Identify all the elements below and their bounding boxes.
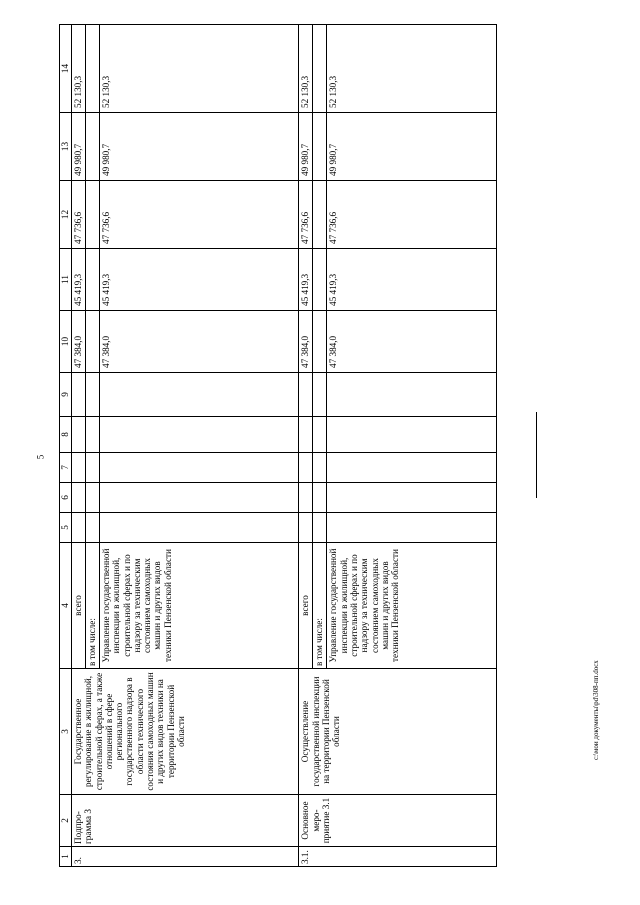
row-number: 3.1. [299, 847, 497, 867]
cell [86, 373, 100, 417]
cell [72, 483, 86, 513]
cell [299, 483, 313, 513]
cell [72, 453, 86, 483]
cell [86, 113, 100, 181]
cell [313, 373, 327, 417]
cell [327, 453, 497, 483]
amount-col11: 45 419,3 [327, 249, 497, 311]
program-name: Основное меро-приятие 3.1 [299, 795, 497, 847]
cell [86, 483, 100, 513]
cell [299, 513, 313, 543]
amount-col10: 47 384,0 [327, 311, 497, 373]
amount-col14: 52 130,3 [299, 25, 313, 113]
header-cell: 14 [60, 25, 72, 113]
amount-col12: 47 736,6 [100, 181, 299, 249]
cell [313, 181, 327, 249]
footer-file-path: c:\мои документы\pd\308-пп.docx [592, 660, 600, 760]
program-title: Государственное регулирование в жилищной, строительной сферах, а также отношений в сфере регионального государственного надзора в области технического состояния самоходных машин и других видов техники на территории Пензенской области [72, 669, 299, 795]
amount-col10: 47 384,0 [100, 311, 299, 373]
cell [86, 181, 100, 249]
cell [86, 417, 100, 453]
cell [100, 373, 299, 417]
cell [86, 453, 100, 483]
cell [299, 453, 313, 483]
cell [313, 113, 327, 181]
header-cell: 6 [60, 483, 72, 513]
header-row [60, 25, 72, 867]
header-cell: 1 [60, 847, 72, 867]
cell [72, 373, 86, 417]
cell [100, 483, 299, 513]
cell [86, 249, 100, 311]
page-number: 5 [35, 454, 46, 460]
amount-col14: 52 130,3 [327, 25, 497, 113]
cell [313, 311, 327, 373]
cell [100, 453, 299, 483]
cell [72, 513, 86, 543]
amount-col13: 49 980,7 [72, 113, 86, 181]
cell [299, 373, 313, 417]
program-name: Подпро-грамма 3 [72, 795, 299, 847]
amount-col13: 49 980,7 [100, 113, 299, 181]
cell [313, 513, 327, 543]
cell [313, 453, 327, 483]
cell [86, 311, 100, 373]
funding-source: в том числе: [86, 543, 100, 669]
cell [86, 513, 100, 543]
header-cell: 7 [60, 453, 72, 483]
signature-line [536, 412, 537, 498]
cell [327, 513, 497, 543]
cell [313, 483, 327, 513]
cell [72, 417, 86, 453]
amount-col14: 52 130,3 [100, 25, 299, 113]
funding-source: всего [72, 543, 86, 669]
header-cell: 4 [60, 543, 72, 669]
amount-col14: 52 130,3 [72, 25, 86, 113]
amount-col13: 49 980,7 [327, 113, 497, 181]
cell [299, 417, 313, 453]
header-cell: 11 [60, 249, 72, 311]
cell [313, 417, 327, 453]
cell [100, 513, 299, 543]
header-cell: 10 [60, 311, 72, 373]
cell [327, 373, 497, 417]
cell [100, 417, 299, 453]
program-title: Осуществление государственной инспекции на территории Пензенской области [299, 669, 497, 795]
header-cell: 13 [60, 113, 72, 181]
funding-source: в том числе: [313, 543, 327, 669]
funding-source: всего [299, 543, 313, 669]
header-cell: 3 [60, 669, 72, 795]
header-cell: 5 [60, 513, 72, 543]
amount-col10: 47 384,0 [299, 311, 313, 373]
cell [313, 25, 327, 113]
funding-source: Управление государственной инспекции в жилищной, строительной сферах и по надзору за техническим состоянием самоходных машин и других видов техники Пензенской области [327, 543, 497, 669]
header-cell: 12 [60, 181, 72, 249]
header-cell: 8 [60, 417, 72, 453]
amount-col11: 45 419,3 [299, 249, 313, 311]
header-cell: 9 [60, 373, 72, 417]
amount-col12: 47 736,6 [299, 181, 313, 249]
table-row [299, 25, 313, 867]
cell [313, 249, 327, 311]
cell [327, 417, 497, 453]
funding-source: Управление государственной инспекции в жилищной, строительной сферах и по надзору за техническим состоянием самоходных машин и других видов техники Пензенской области [100, 543, 299, 669]
budget-table [59, 24, 497, 867]
header-cell: 2 [60, 795, 72, 847]
amount-col10: 47 384,0 [72, 311, 86, 373]
amount-col11: 45 419,3 [72, 249, 86, 311]
cell [327, 483, 497, 513]
amount-col12: 47 736,6 [327, 181, 497, 249]
amount-col12: 47 736,6 [72, 181, 86, 249]
table-row [72, 25, 86, 867]
row-number: 3. [72, 847, 299, 867]
amount-col13: 49 980,7 [299, 113, 313, 181]
cell [86, 25, 100, 113]
budget-table-rotated [59, 25, 497, 867]
amount-col11: 45 419,3 [100, 249, 299, 311]
